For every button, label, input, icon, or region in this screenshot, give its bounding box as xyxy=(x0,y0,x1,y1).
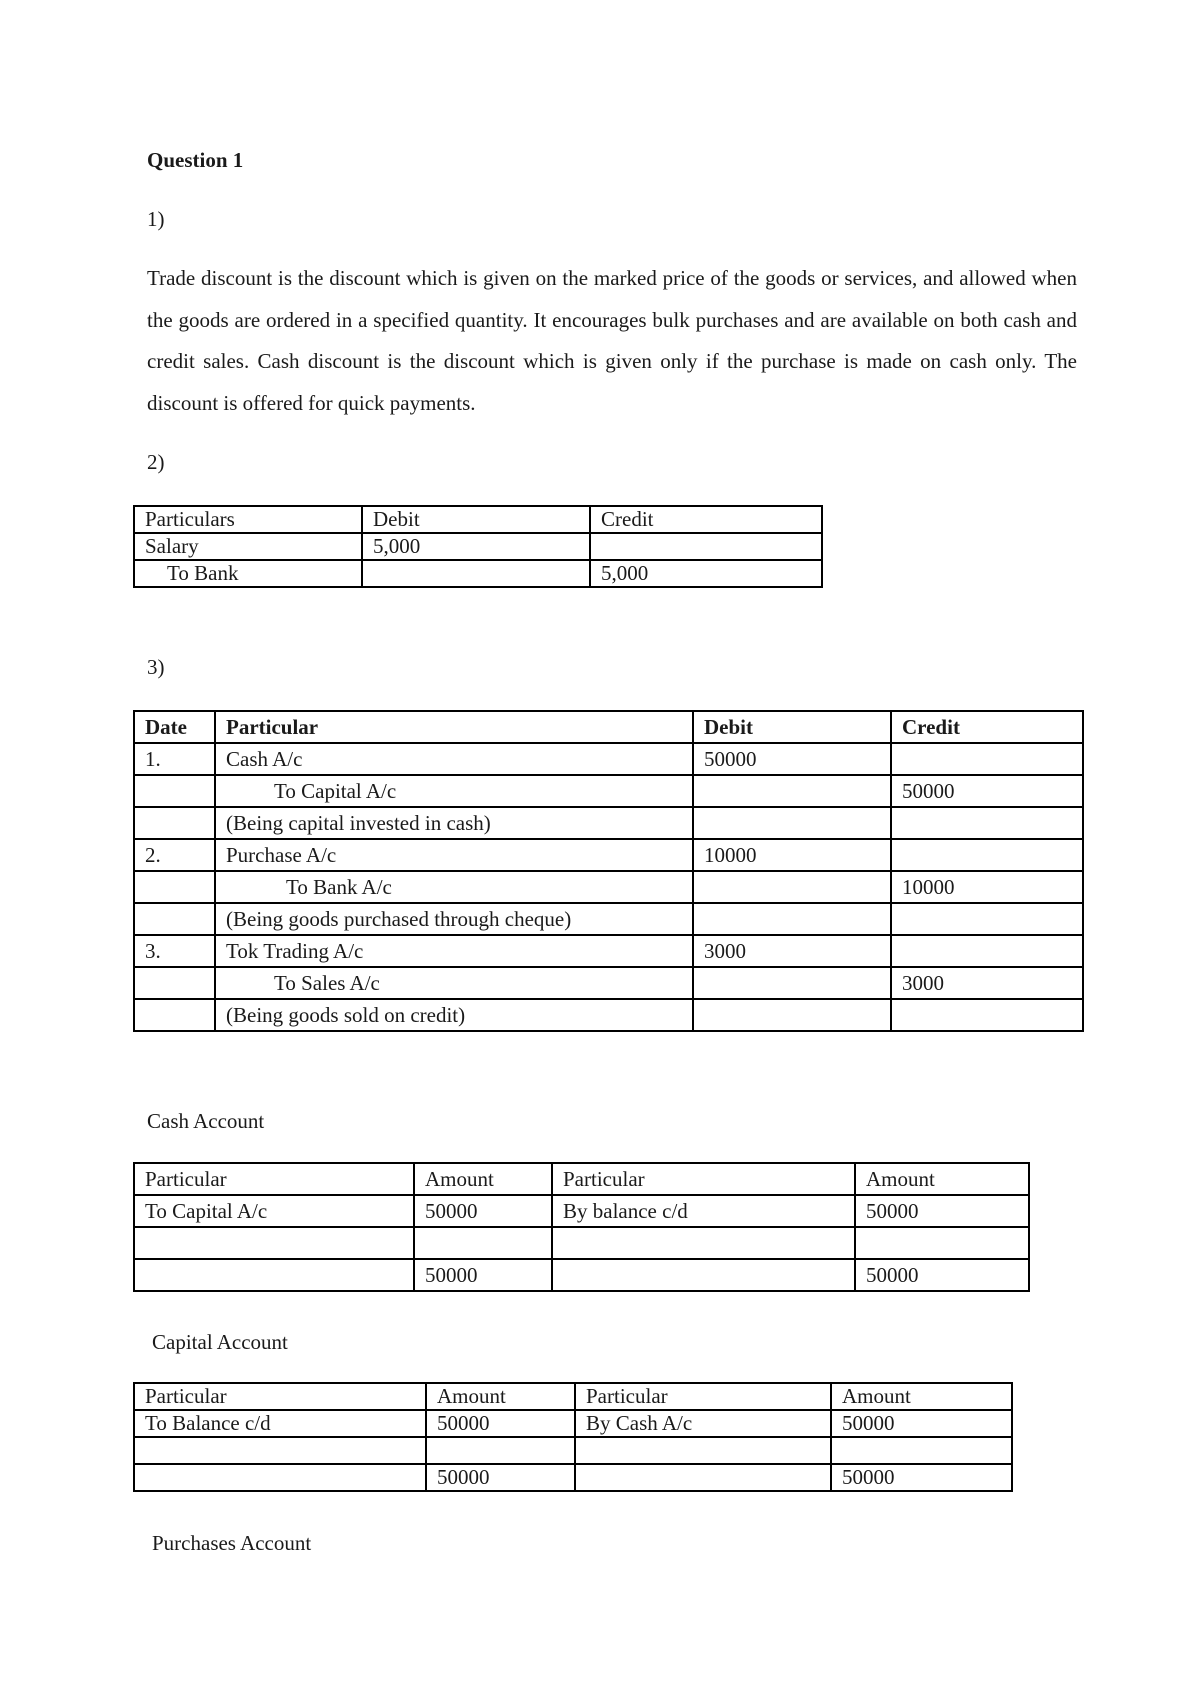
header-cell: Particulars xyxy=(134,506,362,533)
header-cell: Amount xyxy=(426,1383,575,1410)
table-cell xyxy=(134,871,215,903)
table-cell xyxy=(891,743,1083,775)
table-row xyxy=(134,1410,1012,1437)
table-cell: Cash A/c xyxy=(215,743,693,775)
header-cell: Debit xyxy=(362,506,590,533)
table-cell: 50000 xyxy=(831,1410,1012,1437)
question-title: Question 1 xyxy=(147,148,244,172)
table-row xyxy=(134,1227,1029,1259)
table-header-row xyxy=(134,1383,1012,1410)
table-cell: To Bank A/c xyxy=(215,871,693,903)
header-cell: Particular xyxy=(552,1163,855,1195)
table-cell xyxy=(891,903,1083,935)
header-cell: Debit xyxy=(693,711,891,743)
table-cell: Salary xyxy=(134,533,362,560)
part-1-label: 1) xyxy=(147,207,165,231)
header-cell: Credit xyxy=(590,506,822,533)
table-cell xyxy=(134,807,215,839)
table-cell: 3. xyxy=(134,935,215,967)
table-row xyxy=(134,807,1083,839)
capital-account-table xyxy=(133,1382,1013,1492)
table-cell: 5,000 xyxy=(590,560,822,587)
table-cell: To Balance c/d xyxy=(134,1410,426,1437)
table-row xyxy=(134,935,1083,967)
table-cell xyxy=(134,1464,426,1491)
table-cell: 50000 xyxy=(414,1195,552,1227)
part-3-label: 3) xyxy=(147,655,165,679)
table-cell xyxy=(693,967,891,999)
table-cell: 2. xyxy=(134,839,215,871)
table-cell: 5,000 xyxy=(362,533,590,560)
table-header-row xyxy=(134,506,822,533)
table-row xyxy=(134,903,1083,935)
table-cell: 50000 xyxy=(831,1464,1012,1491)
table-row xyxy=(134,1259,1029,1291)
header-cell: Amount xyxy=(855,1163,1029,1195)
table-row xyxy=(134,533,822,560)
table-header-row xyxy=(134,711,1083,743)
capital-account-title: Capital Account xyxy=(152,1330,288,1354)
header-cell: Date xyxy=(134,711,215,743)
header-cell: Particular xyxy=(575,1383,831,1410)
table-cell: (Being goods sold on credit) xyxy=(215,999,693,1031)
table-cell: (Being goods purchased through cheque) xyxy=(215,903,693,935)
table-cell xyxy=(693,999,891,1031)
table-cell xyxy=(693,807,891,839)
table-row xyxy=(134,560,822,587)
table-cell: 3000 xyxy=(891,967,1083,999)
table-row xyxy=(134,1437,1012,1464)
table-row xyxy=(134,1195,1029,1227)
table-cell: To Sales A/c xyxy=(215,967,693,999)
table-cell xyxy=(134,1437,426,1464)
table-cell xyxy=(134,999,215,1031)
table-cell: To Capital A/c xyxy=(215,775,693,807)
header-cell: Particular xyxy=(134,1383,426,1410)
table-cell xyxy=(693,903,891,935)
table-cell xyxy=(552,1227,855,1259)
table-cell: 1. xyxy=(134,743,215,775)
table-cell xyxy=(891,807,1083,839)
table-cell xyxy=(414,1227,552,1259)
table-cell: 50000 xyxy=(891,775,1083,807)
table-cell xyxy=(590,533,822,560)
table-cell xyxy=(575,1464,831,1491)
table-cell xyxy=(426,1437,575,1464)
table-row xyxy=(134,839,1083,871)
table-cell xyxy=(891,935,1083,967)
purchases-account-title: Purchases Account xyxy=(152,1531,312,1555)
table-cell: 50000 xyxy=(855,1195,1029,1227)
table-cell xyxy=(693,871,891,903)
table-cell xyxy=(891,839,1083,871)
table-cell xyxy=(134,903,215,935)
table-cell: 50000 xyxy=(426,1464,575,1491)
table-row xyxy=(134,999,1083,1031)
table-cell: To Capital A/c xyxy=(134,1195,414,1227)
salary-journal-table xyxy=(133,505,823,588)
part-2-label: 2) xyxy=(147,450,165,474)
table-cell xyxy=(891,999,1083,1031)
table-cell xyxy=(575,1437,831,1464)
table-cell: To Bank xyxy=(134,560,362,587)
table-cell: Purchase A/c xyxy=(215,839,693,871)
header-cell: Amount xyxy=(414,1163,552,1195)
table-cell xyxy=(134,775,215,807)
journal-entries-table xyxy=(133,710,1084,1032)
table-cell xyxy=(855,1227,1029,1259)
header-cell: Particular xyxy=(134,1163,414,1195)
table-cell: 50000 xyxy=(426,1410,575,1437)
table-cell: By balance c/d xyxy=(552,1195,855,1227)
header-cell: Amount xyxy=(831,1383,1012,1410)
part-1-paragraph: Trade discount is the discount which is given on the marked price of the goods or services, and allowed when the goods are ordered in a specified quantity. It encourages bulk purchases and are available on both cash and credit sales. Cash discount is the discount which is given only if the purchase is made on cash only. The discount is offered for quick payments. xyxy=(147,266,1077,415)
table-cell: (Being capital invested in cash) xyxy=(215,807,693,839)
table-cell xyxy=(552,1259,855,1291)
table-header-row xyxy=(134,1163,1029,1195)
table-cell: Tok Trading A/c xyxy=(215,935,693,967)
table-cell: 50000 xyxy=(855,1259,1029,1291)
table-cell xyxy=(831,1437,1012,1464)
table-row xyxy=(134,743,1083,775)
table-cell: 10000 xyxy=(693,839,891,871)
table-cell xyxy=(134,1259,414,1291)
cash-account-title: Cash Account xyxy=(147,1109,265,1133)
table-row xyxy=(134,871,1083,903)
cash-account-table xyxy=(133,1162,1030,1292)
table-cell: 3000 xyxy=(693,935,891,967)
table-cell: By Cash A/c xyxy=(575,1410,831,1437)
header-cell: Credit xyxy=(891,711,1083,743)
header-cell: Particular xyxy=(215,711,693,743)
table-cell xyxy=(134,1227,414,1259)
table-row xyxy=(134,1464,1012,1491)
table-cell xyxy=(134,967,215,999)
table-row xyxy=(134,967,1083,999)
table-cell: 50000 xyxy=(693,743,891,775)
table-cell xyxy=(362,560,590,587)
table-cell: 10000 xyxy=(891,871,1083,903)
table-cell xyxy=(693,775,891,807)
table-cell: 50000 xyxy=(414,1259,552,1291)
table-row xyxy=(134,775,1083,807)
